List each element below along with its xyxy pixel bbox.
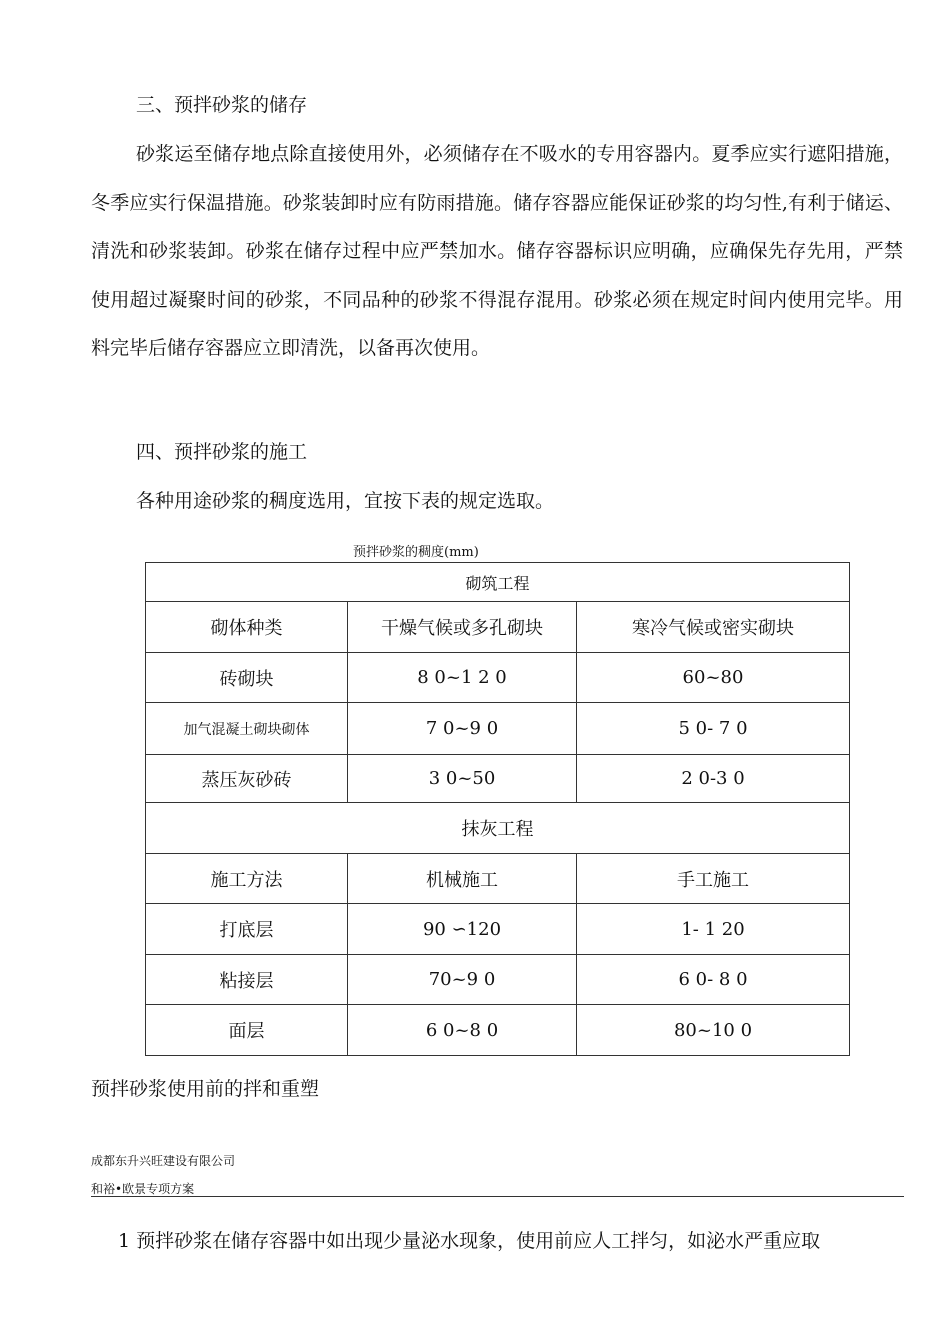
table-row (146, 653, 850, 703)
section3-paragraph: 砂浆运至储存地点除直接使用外，必须储存在不吸水的专用容器内。夏季应实行遮阳措施，冬季应实行保温措施。砂浆装卸时应有防雨措施。储存容器应能保证砂浆的均匀性,有利于储运、清洗和砂浆装卸。砂浆在储存过程中应严禁加水。储存容器标识应明确，应确保先存先用，严禁使用超过凝聚时间的砂浆，不同品种的砂浆不得混存混用。砂浆必须在规定时间内使用完毕。用料完毕后储存容器应立即清洗，以备再次使用。 (91, 143, 903, 359)
table-header-cell: 手工施工 (577, 854, 850, 904)
table-cell: 蒸压灰砂砖 (146, 755, 348, 803)
table-cell: 90 ∽120 (348, 904, 577, 955)
table-cell: 打底层 (146, 904, 348, 955)
table-header-cell: 干燥气候或多孔砌块 (348, 602, 577, 653)
table-header-cell: 机械施工 (348, 854, 577, 904)
table-caption: 预拌砂浆的稠度(mm) (353, 545, 479, 560)
footer-project: 和裕•欧景专项方案 (91, 1182, 195, 1196)
table-cell: 8 0~1 2 0 (348, 653, 577, 703)
table-cell: 2 0-3 0 (577, 755, 850, 803)
table-cell: 1- 1 20 (577, 904, 850, 955)
table-row (146, 955, 850, 1005)
table-cell: 6 0~8 0 (348, 1005, 577, 1056)
table-cell: 粘接层 (146, 955, 348, 1005)
table-cell: 砖砌块 (146, 653, 348, 703)
table-cell: 面层 (146, 1005, 348, 1056)
table-cell: 60~80 (577, 653, 850, 703)
subheading: 预拌砂浆使用前的拌和重塑 (91, 1078, 320, 1100)
table-cell: 5 0- 7 0 (577, 703, 850, 755)
masonry-title: 砌筑工程 (146, 563, 850, 602)
table-cell: 70~9 0 (348, 955, 577, 1005)
consistency-table (145, 562, 850, 1056)
section3-heading: 三、预拌砂浆的储存 (136, 94, 308, 116)
section4-paragraph: 各种用途砂浆的稠度选用，宜按下表的规定选取。 (136, 490, 555, 512)
table-cell: 80~10 0 (577, 1005, 850, 1056)
table-header-cell: 砌体种类 (146, 602, 348, 653)
table-header-cell: 施工方法 (146, 854, 348, 904)
table-row (146, 703, 850, 755)
footer-divider (91, 1196, 904, 1197)
table-cell: 3 0~50 (348, 755, 577, 803)
table-cell: 7 0~9 0 (348, 703, 577, 755)
table-cell: 加气混凝土砌块砌体 (146, 703, 348, 755)
plaster-title: 抹灰工程 (146, 803, 850, 854)
table-cell: 6 0- 8 0 (577, 955, 850, 1005)
table-row (146, 755, 850, 803)
table-header-cell: 寒冷气候或密实砌块 (577, 602, 850, 653)
table-row (146, 1005, 850, 1056)
footer-company: 成都东升兴旺建设有限公司 (91, 1154, 236, 1168)
table-row (146, 904, 850, 955)
section4-heading: 四、预拌砂浆的施工 (136, 441, 308, 463)
tail-paragraph: 1 预拌砂浆在储存容器中如出现少量泌水现象，使用前应人工拌匀，如泌水严重应取 (118, 1230, 821, 1252)
